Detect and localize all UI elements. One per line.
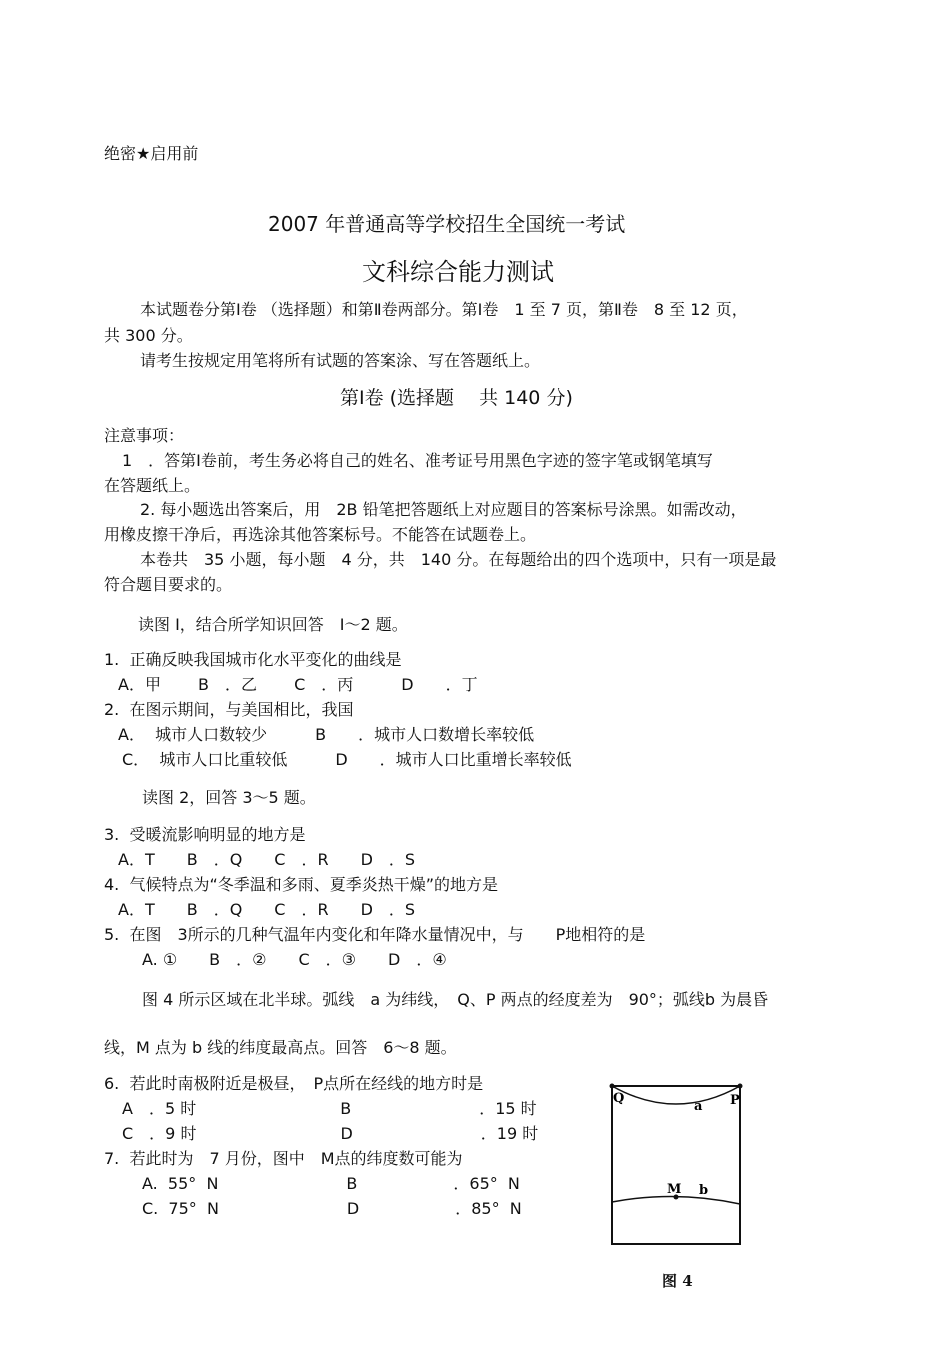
note-3-line-1: 本卷共 35 小题，每小题 4 分，共 140 分。在每题给出的四个选项中，只有一项是最 xyxy=(140,550,777,569)
exam-title: 2007 年普通高等学校招生全国统一考试 xyxy=(268,212,626,236)
figure-4-frame xyxy=(612,1086,740,1244)
question-5: 5. 在图 3所示的几种气温年内变化和年降水量情况中，与 P地相符的是 xyxy=(104,925,646,944)
group1-lead: 读图 I，结合所学知识回答 I～2 题。 xyxy=(138,615,408,634)
question-4: 4. 气候特点为“冬季温和多雨、夏季炎热干燥”的地方是 xyxy=(104,875,499,894)
label-m: M xyxy=(667,1182,682,1197)
question-1: 1. 正确反映我国城市化水平变化的曲线是 xyxy=(104,650,402,669)
label-a: a xyxy=(694,1099,703,1114)
question-2-options-cd: C． 城市人口比重较低 D ．城市人口比重增长率较低 xyxy=(122,750,572,769)
question-7-options-cd: C. 75° N D ．85° N xyxy=(142,1199,522,1218)
note-1-line-2: 在答题纸上。 xyxy=(104,476,201,495)
question-6: 6. 若此时南极附近是极昼， P点所在经线的地方时是 xyxy=(104,1074,484,1093)
section-title: 第Ⅰ卷 (选择题 共 140 分) xyxy=(340,387,573,409)
intro-line-1: 本试题卷分第Ⅰ卷 （选择题）和第Ⅱ卷两部分。第Ⅰ卷 1 至 7 页，第Ⅱ卷 8 至 12 页， xyxy=(140,300,748,319)
question-3: 3. 受暖流影响明显的地方是 xyxy=(104,825,306,844)
notes-heading: 注意事项： xyxy=(104,426,185,445)
question-6-options-ab: A ．5 时 B ．15 时 xyxy=(122,1099,537,1118)
arc-a-latitude xyxy=(612,1086,740,1104)
question-2-options-ab: A． 城市人口数较少 B ．城市人口数增长率较低 xyxy=(118,725,535,744)
group3-lead-line-1: 图 4 所示区域在北半球。弧线 a 为纬线， Q、P 两点的经度差为 90°；弧线b 为晨昏 xyxy=(142,990,769,1009)
point-q xyxy=(610,1084,615,1089)
group2-lead: 读图 2，回答 3～5 题。 xyxy=(142,788,316,807)
question-7: 7. 若此时为 7 月份，图中 M点的纬度数可能为 xyxy=(104,1149,463,1168)
figure-4-caption: 图 4 xyxy=(662,1272,693,1290)
group3-lead-line-2: 线，M 点为 b 线的纬度最高点。回答 6～8 题。 xyxy=(104,1038,457,1057)
label-b: b xyxy=(699,1183,709,1198)
point-p xyxy=(738,1084,743,1089)
question-5-options: A. ① B ．② C ．③ D ．④ xyxy=(142,950,447,969)
figure-4-diagram xyxy=(600,1078,750,1253)
exam-subtitle: 文科综合能力测试 xyxy=(362,258,554,286)
label-q: Q xyxy=(613,1091,625,1106)
note-2-line-2: 用橡皮擦干净后，再选涂其他答案标号。不能答在试题卷上。 xyxy=(104,525,537,544)
intro-line-3: 请考生按规定用笔将所有试题的答案涂、写在答题纸上。 xyxy=(140,351,541,370)
confidential-mark: 绝密★启用前 xyxy=(104,144,199,163)
question-7-options-ab: A. 55° N B ．65° N xyxy=(142,1174,520,1193)
intro-line-2: 共 300 分。 xyxy=(104,326,193,345)
question-4-options: A．T B ．Q C ．R D ．S xyxy=(118,900,416,919)
question-3-options: A．T B ．Q C ．R D ．S xyxy=(118,850,416,869)
question-6-options-cd: C ．9 时 D ．19 时 xyxy=(122,1124,539,1143)
question-2: 2. 在图示期间，与美国相比，我国 xyxy=(104,700,354,719)
note-3-line-2: 符合题目要求的。 xyxy=(104,575,233,594)
question-1-options: A．甲 B ．乙 C ．丙 D ．丁 xyxy=(118,675,478,694)
label-p: P xyxy=(730,1093,740,1108)
note-2-line-1: 2. 每小题选出答案后，用 2B 铅笔把答题纸上对应题目的答案标号涂黑。如需改动， xyxy=(140,500,747,519)
note-1-line-1: 1 ．答第Ⅰ卷前，考生务必将自己的姓名、准考证号用黑色字迹的签字笔或钢笔填写 xyxy=(122,451,713,470)
